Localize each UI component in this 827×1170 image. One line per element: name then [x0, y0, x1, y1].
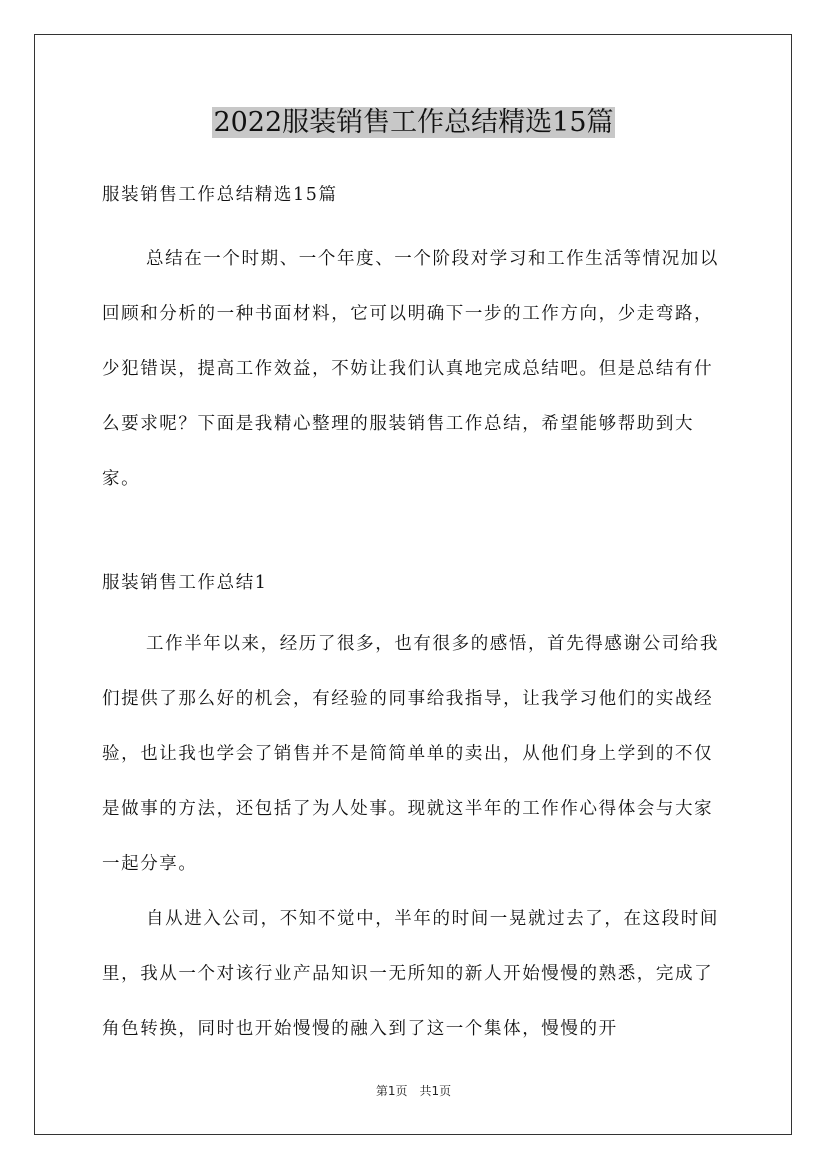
spacer	[102, 507, 732, 569]
spacer	[102, 215, 732, 232]
document-title	[0, 103, 827, 143]
spacer	[102, 597, 732, 617]
section-heading: 服装销售工作总结1	[102, 573, 268, 593]
document-title-text: 2022服装销售工作总结精选15篇	[213, 107, 614, 138]
document-body	[102, 175, 732, 1057]
section-paragraph: 自从进入公司，不知不觉中，半年的时间一晃就过去了，在这段时间里，我从一个对该行业产品知识一无所知的新人开始慢慢的熟悉，完成了角色转换，同时也开始慢慢的融入到了这一个集体，慢慢的开	[102, 909, 719, 1039]
section-paragraph: 工作半年以来，经历了很多，也有很多的感悟，首先得感谢公司给我们提供了那么好的机会，有经验的同事给我指导，让我学习他们的实战经验，也让我也学会了销售并不是简简单单的卖出，从他们身上学到的不仅是做事的方法，还包括了为人处事。现就这半年的工作作心得体会与大家一起分享。	[102, 634, 719, 874]
page-footer: 第1页 共1页	[375, 1084, 452, 1098]
intro-paragraph: 总结在一个时期、一个年度、一个阶段对学习和工作生活等情况加以回顾和分析的一种书面材料，它可以明确下一步的工作方向，少走弯路，少犯错误，提高工作效益，不妨让我们认真地完成总结吧。但是总结有什么要求呢？下面是我精心整理的服装销售工作总结，希望能够帮助到大家。	[102, 249, 719, 489]
document-subtitle: 服装销售工作总结精选15篇	[102, 185, 338, 205]
